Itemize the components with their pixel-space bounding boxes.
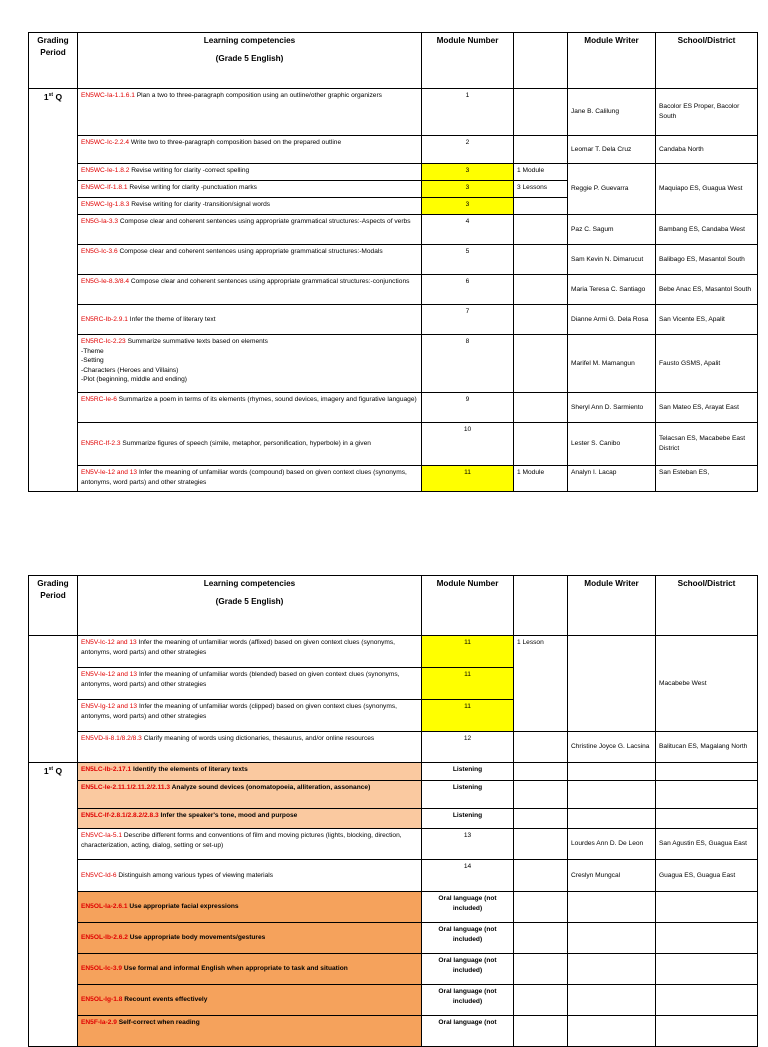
table-row bbox=[29, 892, 758, 923]
writer-cell: Jane B. Calilung bbox=[568, 89, 656, 136]
competency-code: EN5G-Ia-3.3 bbox=[81, 218, 119, 225]
writer-cell bbox=[568, 781, 656, 809]
competency-cell bbox=[78, 668, 422, 700]
quarter-number: 1 bbox=[43, 92, 49, 102]
school-cell bbox=[656, 781, 758, 809]
competency-code: EN5RC-Ib-2.9.1 bbox=[81, 315, 128, 323]
note-cell bbox=[514, 923, 568, 954]
writer-cell bbox=[568, 809, 656, 829]
competency-cell bbox=[78, 860, 422, 892]
writer-cell bbox=[568, 1016, 656, 1047]
note-cell: 1 Lesson bbox=[514, 636, 568, 732]
competency-cell bbox=[78, 954, 422, 985]
table-row bbox=[29, 275, 758, 305]
table-row bbox=[29, 829, 758, 860]
competency-text: Infer the meaning of unfamiliar words (compound) based on given context clues (synonyms, antonyms, word parts) and other strategies bbox=[81, 469, 407, 486]
table-row bbox=[29, 245, 758, 275]
competency-code: EN5WC-Ia-1.1.6.1 bbox=[81, 92, 135, 99]
header-grading-period: Grading Period bbox=[29, 576, 78, 636]
note-cell bbox=[514, 763, 568, 781]
writer-cell bbox=[568, 636, 656, 732]
school-cell bbox=[656, 923, 758, 954]
element-item: -Setting bbox=[81, 357, 104, 365]
competency-code: EN5LC-Ie-2.11.1/2.11.2/2.11.3 bbox=[81, 784, 171, 791]
writer-cell: Maria Teresa C. Santiago bbox=[568, 275, 656, 305]
competency-code: EN5LC-Ib-2.17.1 bbox=[81, 766, 132, 773]
table-header-row bbox=[29, 576, 758, 636]
school-cell: Macabebe West bbox=[656, 636, 758, 732]
note-cell bbox=[514, 860, 568, 892]
school-cell: Maquiapo ES, Guagua West bbox=[656, 164, 758, 215]
competency-text: Analyze sound devices (onomatopoeia, alliteration, assonance) bbox=[171, 784, 371, 791]
school-cell: San Agustin ES, Guagua East bbox=[656, 829, 758, 860]
school-cell: San Esteban ES, bbox=[656, 466, 758, 492]
school-cell: San Vicente ES, Apalit bbox=[656, 305, 758, 335]
note-cell bbox=[514, 393, 568, 423]
competency-code: EN5RC-Ie-6 bbox=[81, 396, 117, 403]
note-cell bbox=[514, 335, 568, 393]
school-cell bbox=[656, 763, 758, 781]
competency-text: Use formal and informal English when appropriate to task and situation bbox=[123, 965, 348, 973]
competency-code: EN5RC-If-2.3 bbox=[81, 440, 121, 448]
module-number-cell: 8 bbox=[422, 335, 514, 393]
competency-text: Compose clear and coherent sentences using appropriate grammatical structures:-Modals bbox=[119, 248, 383, 255]
note-cell bbox=[514, 89, 568, 136]
module-number-cell: 11 bbox=[422, 466, 514, 492]
competency-code: EN5VD-Ii-8.1/8.2/8.3 bbox=[81, 735, 142, 742]
writer-cell: Creslyn Mungcal bbox=[568, 860, 656, 892]
module-number-cell: 3 bbox=[422, 164, 514, 181]
writer-cell: Sam Kevin N. Dimarucut bbox=[568, 245, 656, 275]
table-row bbox=[29, 335, 758, 393]
school-cell: Candaba North bbox=[656, 136, 758, 164]
module-number-cell: 6 bbox=[422, 275, 514, 305]
module-number-cell: 4 bbox=[422, 215, 514, 245]
module-number-cell: Listening bbox=[422, 809, 514, 829]
table-row bbox=[29, 305, 758, 335]
competency-code: EN5V-Ig-12 and 13 bbox=[81, 703, 138, 710]
element-item: -Characters (Heroes and Villains) bbox=[81, 366, 179, 374]
element-item: -Plot (beginning, middle and ending) bbox=[81, 376, 187, 384]
header-school-district: School/District bbox=[656, 576, 758, 636]
competency-code: EN5OL-Ig-1.8 bbox=[81, 996, 123, 1004]
competency-cell bbox=[78, 335, 422, 393]
writer-cell bbox=[568, 985, 656, 1016]
writer-cell bbox=[568, 892, 656, 923]
module-number-cell: 11 bbox=[422, 636, 514, 668]
table-row bbox=[29, 860, 758, 892]
competency-code: EN5OL-Ib-2.6.2 bbox=[81, 934, 128, 942]
writer-cell bbox=[568, 923, 656, 954]
school-cell: Balibago ES, Masantol South bbox=[656, 245, 758, 275]
header-module-writer: Module Writer bbox=[568, 33, 656, 89]
header-school-district: School/District bbox=[656, 33, 758, 89]
module-number-cell: 2 bbox=[422, 136, 514, 164]
competency-cell bbox=[78, 923, 422, 954]
competency-code: EN5F-Ia-2.9 bbox=[81, 1019, 117, 1026]
writer-cell: Dianne Armi G. Dela Rosa bbox=[568, 305, 656, 335]
table-row bbox=[29, 809, 758, 829]
header-module-number: Module Number bbox=[422, 33, 514, 89]
competency-cell bbox=[78, 164, 422, 181]
competency-cell bbox=[78, 466, 422, 492]
competency-cell bbox=[78, 89, 422, 136]
header-blank bbox=[514, 576, 568, 636]
header-grade-label: (Grade 5 English) bbox=[215, 596, 284, 606]
header-learning-competencies-label: Learning competencies bbox=[203, 36, 296, 45]
note-cell bbox=[514, 136, 568, 164]
table-row bbox=[29, 466, 758, 492]
competency-code: EN5WC-If-1.8.1 bbox=[81, 184, 128, 191]
module-number-cell: 9 bbox=[422, 393, 514, 423]
competency-cell bbox=[78, 985, 422, 1016]
note-cell: 3 Lessons bbox=[514, 181, 568, 198]
competency-code: EN5V-Ie-12 and 13 bbox=[81, 469, 138, 476]
school-cell bbox=[656, 985, 758, 1016]
header-grading-period: Grading Period bbox=[29, 33, 78, 89]
table-row bbox=[29, 164, 758, 181]
competency-cell bbox=[78, 732, 422, 763]
competency-code: EN5OL-Ia-2.6.1 bbox=[81, 903, 128, 911]
school-cell: Guagua ES, Guagua East bbox=[656, 860, 758, 892]
school-cell: Bebe Anac ES, Masantol South bbox=[656, 275, 758, 305]
writer-cell: Reggie P. Guevarra bbox=[568, 164, 656, 215]
competency-code: EN5V-Ic-12 and 13 bbox=[81, 639, 137, 646]
module-number-cell: 3 bbox=[422, 198, 514, 215]
school-cell: San Mateo ES, Arayat East bbox=[656, 393, 758, 423]
writer-cell: Marifel M. Mamangun bbox=[568, 335, 656, 393]
competency-code: EN5WC-Ic-2.2.4 bbox=[81, 139, 129, 146]
table-row bbox=[29, 923, 758, 954]
competency-table-2 bbox=[28, 575, 758, 1047]
competency-text: Use appropriate body movements/gestures bbox=[129, 934, 266, 942]
competency-cell bbox=[78, 305, 422, 335]
header-module-writer: Module Writer bbox=[568, 576, 656, 636]
quarter-cell bbox=[29, 89, 78, 492]
school-cell: Bambang ES, Candaba West bbox=[656, 215, 758, 245]
competency-text: Infer the meaning of unfamiliar words (clipped) based on given context clues (synonyms, antonyms, word parts) and other strategies bbox=[81, 703, 397, 720]
note-cell bbox=[514, 985, 568, 1016]
competency-text: Identify the elements of literary texts bbox=[133, 766, 248, 773]
quarter-number: 1 bbox=[43, 766, 49, 776]
module-number-cell: Oral language (not included) bbox=[422, 985, 514, 1016]
competency-text: Write two to three-paragraph composition based on the prepared outline bbox=[130, 139, 342, 146]
note-cell bbox=[514, 275, 568, 305]
table-row bbox=[29, 732, 758, 763]
competency-cell bbox=[78, 393, 422, 423]
module-number-cell: 10 bbox=[422, 423, 514, 466]
note-cell bbox=[514, 954, 568, 985]
writer-cell: Lester S. Canibo bbox=[568, 423, 656, 466]
school-cell: Bacolor ES Proper, Bacolor South bbox=[656, 89, 758, 136]
school-cell bbox=[656, 1016, 758, 1047]
quarter-suffix: st bbox=[48, 766, 54, 773]
competency-code: EN5LC-If-2.8.1/2.8.2/2.8.3 bbox=[81, 812, 159, 819]
note-cell bbox=[514, 198, 568, 215]
table-row bbox=[29, 954, 758, 985]
competency-cell bbox=[78, 892, 422, 923]
competency-text: Infer the theme of literary text bbox=[129, 315, 216, 323]
note-cell bbox=[514, 892, 568, 923]
school-cell bbox=[656, 809, 758, 829]
element-item: -Theme bbox=[81, 347, 104, 355]
table-row bbox=[29, 215, 758, 245]
competency-cell bbox=[78, 181, 422, 198]
competency-text: Recount events effectively bbox=[124, 996, 208, 1004]
table-header-row bbox=[29, 33, 758, 89]
note-cell bbox=[514, 732, 568, 763]
competency-table-1 bbox=[28, 32, 758, 492]
competency-cell bbox=[78, 829, 422, 860]
competency-text: Revise writing for clarity -punctuation marks bbox=[129, 184, 257, 191]
module-number-cell: Listening bbox=[422, 763, 514, 781]
competency-cell bbox=[78, 781, 422, 809]
note-cell: 1 Module bbox=[514, 466, 568, 492]
competency-code: EN5OL-Ic-3.9 bbox=[81, 965, 123, 973]
writer-cell bbox=[568, 954, 656, 985]
table-row bbox=[29, 393, 758, 423]
quarter-suffix: st bbox=[48, 92, 54, 99]
note-cell bbox=[514, 1016, 568, 1047]
competency-text: Revise writing for clarity -correct spelling bbox=[131, 167, 250, 174]
header-learning-competencies-label: Learning competencies bbox=[203, 579, 296, 588]
competency-code: EN5WC-Ig-1.8.3 bbox=[81, 201, 130, 208]
writer-cell bbox=[568, 763, 656, 781]
note-cell bbox=[514, 829, 568, 860]
competency-text: Plan a two to three-paragraph composition using an outline/other graphic organizers bbox=[136, 92, 382, 99]
table-row bbox=[29, 136, 758, 164]
header-learning-competencies bbox=[78, 576, 422, 636]
competency-code: EN5RC-Ic-2.23 bbox=[81, 338, 126, 345]
competency-code: EN5VC-Id-6 bbox=[81, 871, 117, 879]
competency-text: Revise writing for clarity -transition/signal words bbox=[131, 201, 271, 208]
competency-cell bbox=[78, 1016, 422, 1047]
module-number-cell: Oral language (not included) bbox=[422, 892, 514, 923]
note-cell bbox=[514, 215, 568, 245]
competency-code: EN5V-Ie-12 and 13 bbox=[81, 671, 138, 678]
school-cell: Telacsan ES, Macabebe East District bbox=[656, 423, 758, 466]
competency-cell bbox=[78, 809, 422, 829]
table-row bbox=[29, 423, 758, 466]
table-row bbox=[29, 89, 758, 136]
competency-code: EN5VC-Ia-5.1 bbox=[81, 832, 123, 839]
header-module-number: Module Number bbox=[422, 576, 514, 636]
header-grade-label: (Grade 5 English) bbox=[215, 53, 284, 63]
header-blank bbox=[514, 33, 568, 89]
competency-text: Infer the meaning of unfamiliar words (blended) based on given context clues (synonyms, antonyms, word parts) and other strategies bbox=[81, 671, 400, 688]
writer-cell: Leomar T. Dela Cruz bbox=[568, 136, 656, 164]
writer-cell: Analyn I. Lacap bbox=[568, 466, 656, 492]
competency-cell bbox=[78, 245, 422, 275]
writer-cell: Christine Joyce G. Lacsina bbox=[568, 732, 656, 763]
module-number-cell: 11 bbox=[422, 700, 514, 732]
school-cell: Fausto GSMS, Apalit bbox=[656, 335, 758, 393]
module-number-cell: 11 bbox=[422, 668, 514, 700]
header-learning-competencies bbox=[78, 33, 422, 89]
writer-cell: Paz C. Sagum bbox=[568, 215, 656, 245]
competency-text: Infer the speaker's tone, mood and purpose bbox=[160, 812, 298, 819]
competency-cell bbox=[78, 636, 422, 668]
table-row bbox=[29, 781, 758, 809]
competency-cell bbox=[78, 136, 422, 164]
competency-cell bbox=[78, 215, 422, 245]
writer-cell: Lourdes Ann D. De Leon bbox=[568, 829, 656, 860]
competency-text: Describe different forms and conventions of film and moving pictures (lights, blocking, direction, characterization, acting, dialog, setting or set-up) bbox=[81, 832, 402, 849]
note-cell bbox=[514, 781, 568, 809]
module-number-cell: 12 bbox=[422, 732, 514, 763]
module-number-cell: 7 bbox=[422, 305, 514, 335]
module-number-cell: Oral language (not bbox=[422, 1016, 514, 1047]
competency-cell bbox=[78, 198, 422, 215]
competency-text: Summarize summative texts based on elements bbox=[127, 338, 268, 345]
table-row bbox=[29, 985, 758, 1016]
competency-text: Infer the meaning of unfamiliar words (affixed) based on given context clues (synonyms, antonyms, word parts) and other strategies bbox=[81, 639, 395, 656]
module-number-cell: 1 bbox=[422, 89, 514, 136]
competency-text: Self-correct when reading bbox=[118, 1019, 200, 1026]
competency-cell bbox=[78, 423, 422, 466]
table-row bbox=[29, 1016, 758, 1047]
school-cell: Balitucan ES, Magalang North bbox=[656, 732, 758, 763]
competency-cell bbox=[78, 763, 422, 781]
grading-period-blank bbox=[29, 636, 78, 763]
quarter-q: Q bbox=[55, 766, 63, 776]
competency-code: EN5G-Ie-8.3/8.4 bbox=[81, 278, 130, 285]
module-number-cell: Listening bbox=[422, 781, 514, 809]
competency-cell bbox=[78, 700, 422, 732]
module-number-cell: 3 bbox=[422, 181, 514, 198]
module-number-cell: 13 bbox=[422, 829, 514, 860]
table-row bbox=[29, 636, 758, 668]
module-number-cell: Oral language (not included) bbox=[422, 923, 514, 954]
competency-text: Distinguish among various types of viewing materials bbox=[118, 871, 274, 879]
school-cell bbox=[656, 892, 758, 923]
module-number-cell: 5 bbox=[422, 245, 514, 275]
table-row bbox=[29, 763, 758, 781]
school-cell bbox=[656, 954, 758, 985]
competency-text: Compose clear and coherent sentences using appropriate grammatical structures:-Aspects of verbs bbox=[119, 218, 411, 225]
quarter-cell bbox=[29, 763, 78, 1047]
module-number-cell: 14 bbox=[422, 860, 514, 892]
competency-text: Use appropriate facial expressions bbox=[129, 903, 239, 911]
module-number-cell: Oral language (not included) bbox=[422, 954, 514, 985]
competency-cell bbox=[78, 275, 422, 305]
note-cell bbox=[514, 305, 568, 335]
writer-cell: Sheryl Ann D. Sarmiento bbox=[568, 393, 656, 423]
note-cell bbox=[514, 423, 568, 466]
note-cell: 1 Module bbox=[514, 164, 568, 181]
note-cell bbox=[514, 245, 568, 275]
competency-text: Summarize a poem in terms of its elements (rhymes, sound devices, imagery and figurative language) bbox=[118, 396, 417, 403]
elements-list bbox=[81, 347, 418, 385]
note-cell bbox=[514, 809, 568, 829]
competency-code: EN5G-Ic-3.6 bbox=[81, 248, 118, 255]
competency-text: Compose clear and coherent sentences using appropriate grammatical structures:-conjunctions bbox=[130, 278, 410, 285]
competency-code: EN5WC-Ie-1.8.2 bbox=[81, 167, 130, 174]
competency-text: Summarize figures of speech (simile, metaphor, personification, hyperbole) in a given bbox=[122, 440, 371, 448]
competency-text: Clarify meaning of words using dictionaries, thesaurus, and/or online resources bbox=[143, 735, 375, 742]
quarter-q: Q bbox=[55, 92, 63, 102]
